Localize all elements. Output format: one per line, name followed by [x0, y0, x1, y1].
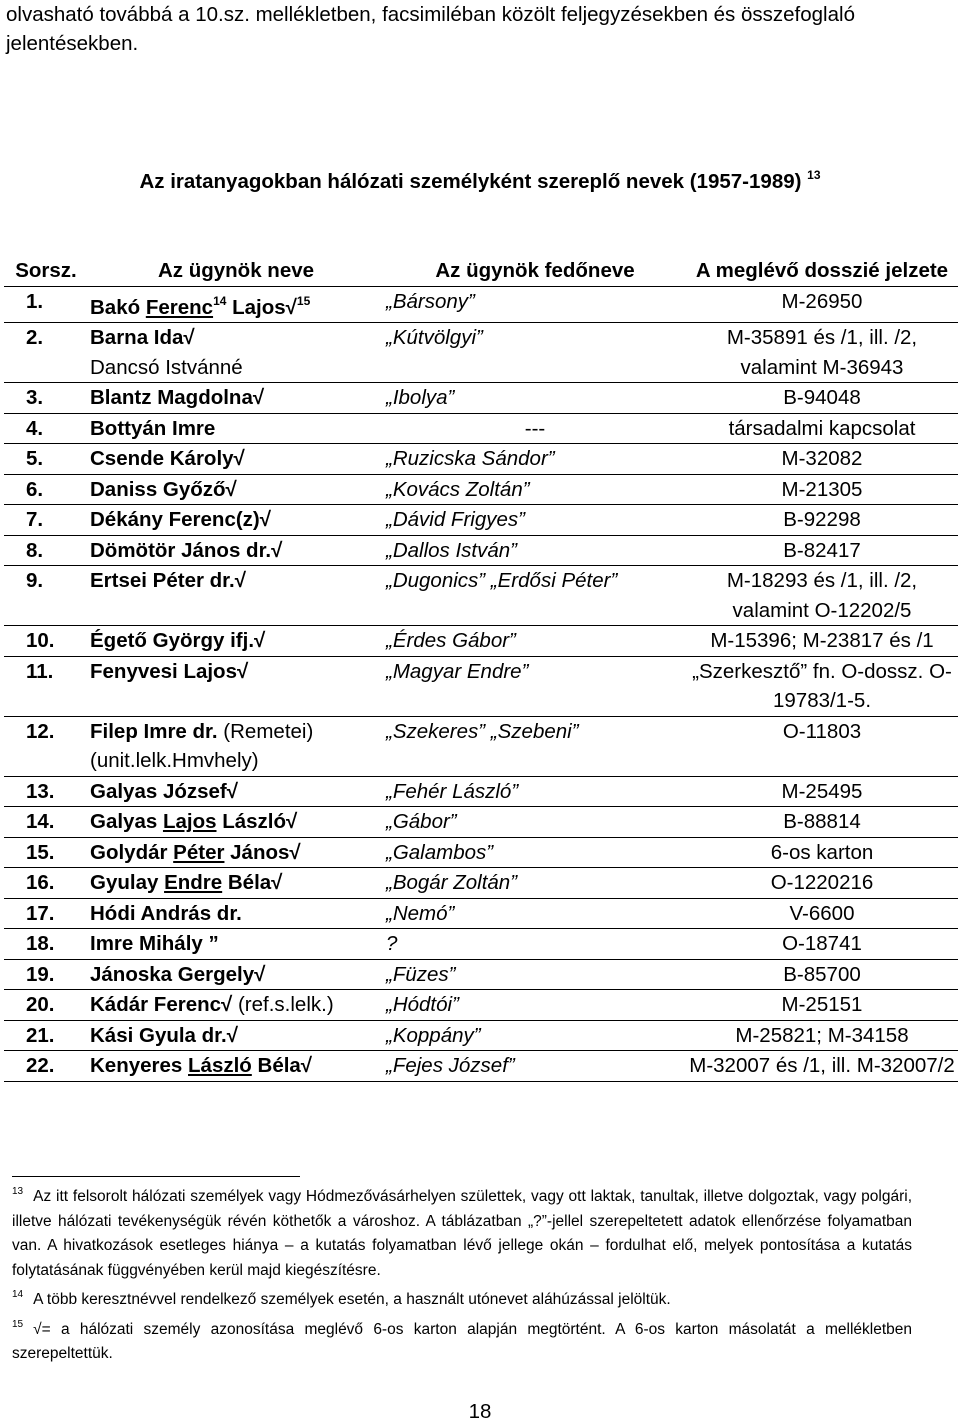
name-part: Dancsó Istvánné [90, 355, 243, 379]
agent-name [88, 1020, 384, 1051]
name-part: (Remetei) (unit.lelk.Hmvhely) [90, 719, 314, 772]
table-row [4, 413, 958, 444]
table-row [4, 868, 958, 899]
row-number: 3. [26, 386, 44, 409]
dossier-ref: M-32007 és /1, ill. M-32007/2 [689, 1054, 955, 1077]
dossier-ref: társadalmi kapcsolat [728, 416, 916, 440]
dossier-ref: M-15396; M-23817 és /1 [710, 629, 934, 652]
name-part: Péter [173, 840, 225, 864]
agent-name [88, 474, 384, 505]
row-number: 19. [26, 962, 55, 986]
dossier-ref: M-26950 [781, 289, 863, 313]
footnote-14 [12, 1283, 912, 1313]
footnote-number: 14 [12, 1289, 24, 1300]
name-part: Ertsei Péter dr.√ [90, 569, 246, 592]
name-part: Ferenc [145, 295, 214, 319]
footnote-ref-13: 13 [807, 168, 821, 182]
name-part: Kádár Ferenc√ [90, 993, 233, 1016]
table-row [4, 929, 958, 960]
table-title-text: Az iratanyagokban hálózati személyként szereplő nevek (1957-1989) [139, 170, 802, 193]
agent-name [88, 286, 384, 323]
table-row [4, 898, 958, 929]
agent-name [88, 413, 384, 444]
agent-alias: „Ruzicska Sándor” [386, 447, 555, 470]
table-header-row [4, 256, 958, 286]
name-part: László [188, 1054, 252, 1077]
row-number: 20. [26, 993, 55, 1016]
col-header-alias: Az ügynök fedőneve [435, 259, 635, 282]
table-title [0, 168, 960, 194]
name-part: Kenyeres [90, 1054, 189, 1077]
row-number: 8. [26, 538, 44, 562]
agent-alias: ? [386, 932, 398, 955]
dossier-ref: B-85700 [783, 962, 861, 986]
agent-name [88, 990, 384, 1021]
agent-name [88, 807, 384, 838]
agent-name [88, 383, 384, 414]
table-row [4, 716, 958, 776]
row-number: 1. [26, 289, 44, 313]
agent-alias: --- [524, 416, 546, 440]
dossier-ref: M-35891 és /1, ill. /2, valamint M-36943 [726, 326, 918, 379]
agent-alias: „Fehér László” [386, 779, 519, 803]
row-number: 9. [26, 569, 44, 592]
table-row [4, 656, 958, 716]
name-part: László√ [216, 810, 298, 833]
agent-name [88, 505, 384, 536]
agent-name [88, 656, 384, 716]
row-number: 5. [26, 447, 44, 470]
dossier-ref: B-92298 [783, 508, 861, 531]
col-header-dossier: A meglévő dosszié jelzete [695, 259, 949, 282]
row-number: 17. [26, 901, 55, 925]
agent-name [88, 626, 384, 657]
row-number: 12. [26, 719, 55, 743]
dossier-ref: B-94048 [783, 386, 861, 409]
dossier-ref: M-32082 [781, 447, 863, 470]
table-row [4, 990, 958, 1021]
dossier-ref: M-21305 [781, 477, 863, 501]
agent-alias: „Fejes József” [386, 1054, 515, 1077]
intro-line-1: olvasható továbbá a 10.sz. mellékletben, facsimiléban közölt feljegyzésekben és összefoglaló [6, 3, 855, 26]
footnote-text: A több keresztnévvel rendelkező személyek esetén, a használt utónevet aláhúzással jelöltük. [33, 1291, 671, 1308]
name-part: János√ [224, 840, 301, 864]
agent-name [88, 1051, 384, 1082]
dossier-ref: M-25151 [781, 993, 863, 1016]
dossier-ref: 6-os karton [770, 840, 874, 864]
name-part: Hódi András dr. [90, 901, 242, 925]
footnote-ref: 14 [213, 293, 227, 308]
agent-alias: „Füzes” [386, 962, 456, 986]
footnote-ref: 15 [296, 293, 311, 308]
agent-alias: „Hódtói” [386, 993, 459, 1016]
table-row [4, 383, 958, 414]
footnote-number: 15 [12, 1318, 24, 1330]
name-part: Kási Gyula dr.√ [90, 1023, 238, 1047]
dossier-ref: O-18741 [782, 932, 862, 955]
col-header-name: Az ügynök neve [157, 259, 315, 282]
table-row [4, 1020, 958, 1051]
row-number: 4. [26, 416, 44, 440]
agent-alias: „Koppány” [386, 1023, 481, 1047]
footnote-15 [12, 1313, 912, 1367]
dossier-ref: O-11803 [782, 719, 862, 743]
row-number: 7. [26, 508, 44, 531]
agent-alias: „Bársony” [386, 289, 475, 313]
agent-alias: „Kovács Zoltán” [386, 477, 530, 501]
dossier-ref: O-1220216 [770, 871, 874, 894]
row-number: 6. [26, 477, 44, 501]
name-part: Gyulay [90, 871, 165, 894]
agent-name [88, 959, 384, 990]
name-part: Lajos√ [226, 295, 297, 319]
name-part: Jánoska Gergely√ [90, 962, 266, 986]
table-row [4, 626, 958, 657]
agent-alias: „Dallos István” [386, 538, 518, 562]
agent-name [88, 323, 384, 383]
footnote-number: 13 [12, 1186, 24, 1197]
row-number: 22. [26, 1054, 55, 1077]
name-part: Csende Károly√ [90, 447, 245, 470]
name-part: Galyas [90, 810, 163, 833]
page-number: 18 [468, 1400, 492, 1423]
dossier-ref: M-25495 [781, 779, 863, 803]
name-part: Lajos [162, 810, 217, 833]
table-row [4, 505, 958, 536]
name-part: Béla√ [251, 1054, 313, 1077]
agent-alias: „Magyar Endre” [386, 659, 529, 683]
agent-name [88, 716, 384, 776]
name-part: Daniss Győző√ [90, 477, 237, 501]
agents-table [4, 256, 958, 1082]
footnote-text: √= a hálózati személy azonosítása meglévő 6-os karton alapján megtörtént. A 6-os karton másolatát a mellékletben szerepeltettük. [12, 1320, 912, 1362]
agent-name [88, 898, 384, 929]
name-part: Imre Mihály ” [90, 932, 219, 955]
name-part: Endre [164, 871, 223, 894]
row-number: 14. [26, 810, 55, 833]
footnote-text: Az itt felsorolt hálózati személyek vagy Hódmezővásárhelyen születtek, vagy ott laktak, tanultak, illetve dolgoztak, vagy polgári, illetve hálózati tevékenységük révén köthetők a városhoz. A táblázatban „?”-jellel szerepeltetett adatok ellenőrzése folyamatban van. A hivatkozások esetleges hiánya – a kutatás folyamatban lévő jellege okán – fordulhat elő, melyek pontosítása a kutatás folytatásának függvényében kerül majd kiegészítésre. [12, 1188, 912, 1279]
table-row [4, 1051, 958, 1082]
intro-paragraph [6, 0, 946, 58]
agent-alias: „Szekeres” „Szebeni” [386, 719, 579, 743]
col-header-number: Sorsz. [15, 259, 77, 282]
name-part: Filep Imre dr. [90, 719, 218, 743]
agent-name [88, 929, 384, 960]
agent-name [88, 868, 384, 899]
agent-name [88, 837, 384, 868]
intro-line-2: jelentésekben. [6, 32, 139, 55]
table-row [4, 837, 958, 868]
name-part: (ref.s.lelk.) [232, 993, 334, 1016]
row-number: 13. [26, 779, 55, 803]
dossier-ref: B-82417 [783, 538, 861, 562]
agent-alias: „Ibolya” [386, 386, 455, 409]
row-number: 21. [26, 1023, 55, 1047]
row-number: 18. [26, 932, 55, 955]
table-row [4, 444, 958, 475]
agent-alias: „Érdes Gábor” [386, 629, 516, 652]
table-row [4, 959, 958, 990]
name-part: Bottyán Imre [90, 416, 216, 440]
table-body [4, 286, 958, 1081]
table-row [4, 566, 958, 626]
name-part: Golydár [90, 840, 174, 864]
table-row [4, 286, 958, 323]
table-row [4, 474, 958, 505]
name-part: Dékány Ferenc(z)√ [90, 508, 272, 531]
footnote-13 [12, 1180, 912, 1283]
footnotes [12, 1180, 912, 1367]
row-number: 16. [26, 871, 55, 894]
name-part: Dömötör János dr.√ [90, 538, 283, 562]
agent-alias: „Kútvölgyi” [386, 326, 483, 349]
agent-alias: „Dugonics” „Erdősi Péter” [386, 569, 618, 592]
name-part: Barna Ida√ [90, 326, 195, 349]
name-part: Égető György ifj.√ [90, 629, 266, 652]
dossier-ref: „Szerkesztő” fn. O-dossz. O-19783/1-5. [692, 659, 952, 712]
agent-alias: „Dávid Frigyes” [386, 508, 525, 531]
table-row [4, 323, 958, 383]
dossier-ref: M-18293 és /1, ill. /2, valamint O-12202/5 [726, 569, 918, 622]
dossier-ref: V-6600 [789, 901, 855, 925]
row-number: 2. [26, 326, 44, 349]
agent-alias: „Bogár Zoltán” [386, 871, 518, 894]
dossier-ref: B-88814 [783, 810, 861, 833]
agent-name [88, 566, 384, 626]
row-number: 11. [26, 659, 54, 683]
dossier-ref: M-25821; M-34158 [735, 1023, 909, 1047]
agent-alias: „Gábor” [386, 810, 457, 833]
name-part: Galyas József√ [90, 779, 238, 803]
agent-alias: „Galambos” [386, 840, 494, 864]
agent-name [88, 535, 384, 566]
row-number: 15. [26, 840, 55, 864]
agent-alias: „Nemó” [386, 901, 455, 925]
row-number: 10. [26, 629, 55, 652]
footnote-separator [12, 1176, 300, 1177]
agent-name [88, 776, 384, 807]
name-part: Béla√ [222, 871, 283, 894]
name-part: Blantz Magdolna√ [90, 386, 265, 409]
name-part: Fenyvesi Lajos√ [90, 659, 249, 683]
agent-name [88, 444, 384, 475]
table-row [4, 535, 958, 566]
name-part: Bakó [90, 295, 146, 319]
table-row [4, 776, 958, 807]
table-row [4, 807, 958, 838]
